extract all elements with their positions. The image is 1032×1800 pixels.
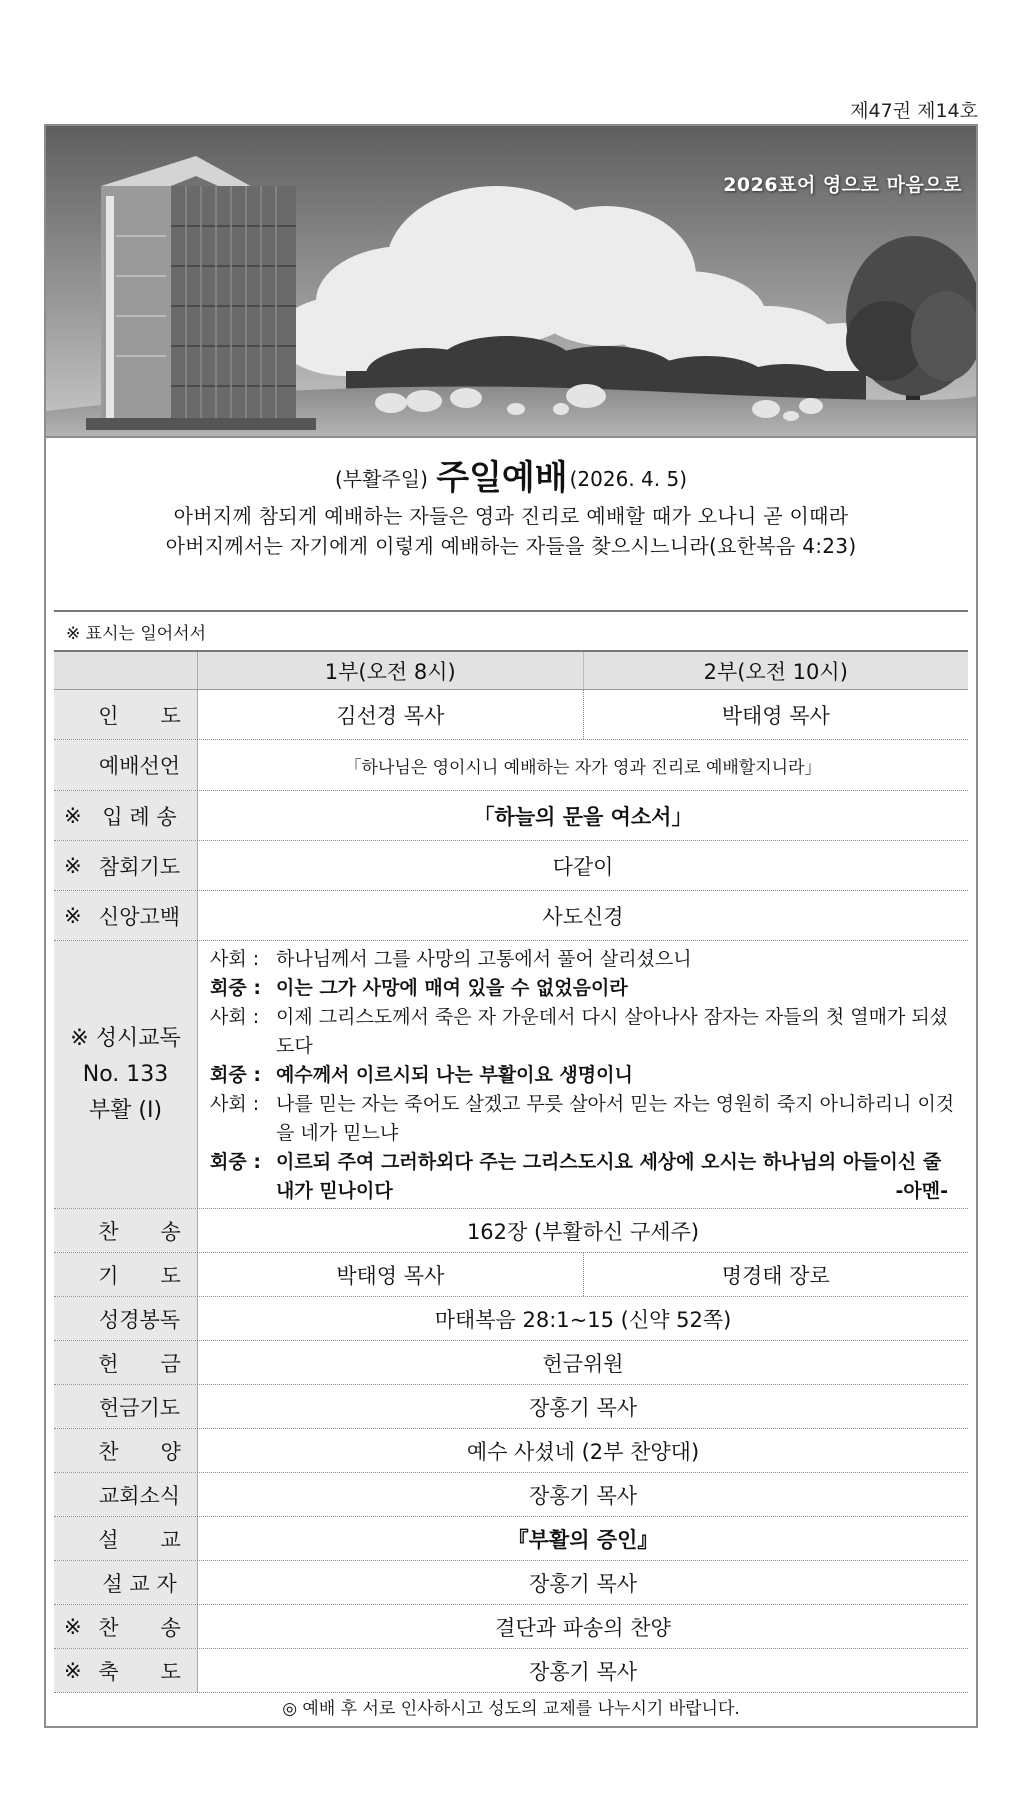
- row-value: 마태복음 28:1~15 (신약 52쪽): [434, 1307, 732, 1332]
- verse-line-1: 아버지께 참되게 예배하는 자들은 영과 진리로 예배할 때가 오나니 곧 이때라: [173, 504, 849, 528]
- row-creed: [54, 891, 968, 941]
- row-label: 찬 송: [54, 1209, 198, 1252]
- row-declaration: [54, 740, 968, 791]
- reading-line-congregation: 회중 : 이는 그가 사망에 매여 있을 수 없었음이라: [210, 977, 628, 999]
- reading-line-leader: 사회 : 나를 믿는 자는 죽어도 살겠고 무릇 살아서 믿는 자는 영원히 죽지 아니하리니 이것을 네가 믿느냐: [210, 1093, 955, 1144]
- responsive-reading-text: [198, 941, 968, 1208]
- reading-line-congregation: 회중 : 예수께서 이르시되 나는 부활이요 생명이니: [210, 1064, 633, 1086]
- row-offering: [54, 1341, 968, 1385]
- row-label: 헌 금: [54, 1341, 198, 1384]
- row-value: 「하나님은 영이시니 예배하는 자가 영과 진리로 예배할지니라」: [344, 757, 822, 778]
- second-service-value: 명경태 장로: [583, 1253, 969, 1296]
- reading-line-leader: 사회 : 이제 그리스도께서 죽은 자 가운데서 다시 살아나사 잠자는 자들의 첫 열매가 되셨도다: [210, 1006, 949, 1057]
- first-service-header: 1부(오전 8시): [198, 652, 583, 689]
- row-sermon: [54, 1517, 968, 1561]
- row-label: ※ 입 례 송: [54, 791, 198, 840]
- service-columns-header: [54, 652, 968, 690]
- annual-motto: 2026표어 영으로 마음으로: [723, 174, 962, 196]
- reading-line-leader: 사회 : 하나님께서 그를 사망의 고통에서 풀어 살리셨으니: [210, 948, 692, 970]
- amen: -아멘-: [895, 1180, 948, 1202]
- row-value: 다같이: [552, 854, 614, 879]
- row-label: 예배선언: [54, 740, 198, 790]
- row-benediction: [54, 1649, 968, 1693]
- responsive-label: ※ 성시교독 No. 133 부활 (I): [54, 941, 198, 1208]
- service-title-block: [46, 456, 976, 561]
- row-leader: [54, 690, 968, 740]
- row-value: 장홍기 목사: [528, 1395, 638, 1420]
- row-entrance-song: [54, 791, 968, 841]
- row-label: 설 교 자: [54, 1561, 198, 1604]
- row-value: 결단과 파송의 찬양: [495, 1615, 671, 1640]
- second-service-header: 2부(오전 10시): [583, 652, 969, 689]
- title-prefix: (부활주일): [334, 467, 428, 491]
- row-value: 「하늘의 문을 여소서」: [473, 804, 693, 829]
- row-preacher: [54, 1561, 968, 1605]
- row-label: ※ 찬 송: [54, 1605, 198, 1648]
- first-service-value: 박태영 목사: [336, 1263, 445, 1288]
- row-scripture: [54, 1297, 968, 1341]
- header-spacer: [54, 652, 198, 689]
- row-value: 예수 사셨네 (2부 찬양대): [466, 1439, 700, 1464]
- title-date: (2026. 4. 5): [569, 467, 688, 491]
- row-label: 기 도: [54, 1253, 198, 1296]
- service-title: [46, 456, 976, 501]
- row-label: 헌금기도: [54, 1385, 198, 1428]
- row-hymn: [54, 1209, 968, 1253]
- row-value: 사도신경: [542, 904, 624, 929]
- row-value: 헌금위원: [542, 1351, 624, 1376]
- row-offering-prayer: [54, 1385, 968, 1429]
- row-closing-hymn: [54, 1605, 968, 1649]
- row-responsive-reading: [54, 941, 968, 1209]
- row-prayer: [54, 1253, 968, 1297]
- row-label: 교회소식: [54, 1473, 198, 1516]
- reading-line-congregation: 회중 : 이르되 주여 그러하외다 주는 그리스도시요 세상에 오시는 하나님의 아들이신 줄 내가 믿나이다 -아멘-: [210, 1148, 958, 1206]
- row-value: 장홍기 목사: [528, 1659, 638, 1684]
- row-value: 장홍기 목사: [528, 1483, 638, 1508]
- header-banner: [46, 126, 976, 438]
- row-label: 설 교: [54, 1517, 198, 1560]
- row-value: 『부활의 증인』: [507, 1527, 659, 1552]
- row-label: 찬 양: [54, 1429, 198, 1472]
- row-label: ※ 축 도: [54, 1649, 198, 1692]
- row-announcements: [54, 1473, 968, 1517]
- closing-note: ◎ 예배 후 서로 인사하시고 성도의 교제를 나누시기 바랍니다.: [282, 1699, 740, 1719]
- bulletin-frame: [44, 124, 978, 1728]
- standing-note: ※ 표시는 일어서서: [54, 612, 968, 652]
- issue-number: 제47권 제14호: [850, 100, 978, 122]
- row-label: ※ 참회기도: [54, 841, 198, 890]
- row-label: 성경봉독: [54, 1297, 198, 1340]
- row-label: 인 도: [54, 690, 198, 739]
- title-main: 주일예배: [436, 458, 568, 498]
- order-of-worship: [54, 610, 968, 1723]
- second-service-value: 박태영 목사: [583, 690, 969, 739]
- row-value: 장홍기 목사: [528, 1571, 638, 1596]
- row-value: 162장 (부활하신 구세주): [466, 1219, 700, 1244]
- row-label: ※ 신앙고백: [54, 891, 198, 940]
- first-service-value: 김선경 목사: [336, 703, 445, 728]
- row-repentance-prayer: [54, 841, 968, 891]
- verse-line-2: 아버지께서는 자기에게 이렇게 예배하는 자들을 찾으시느니라(요한복음 4:23): [165, 534, 857, 558]
- church-building: [86, 156, 316, 430]
- row-anthem: [54, 1429, 968, 1473]
